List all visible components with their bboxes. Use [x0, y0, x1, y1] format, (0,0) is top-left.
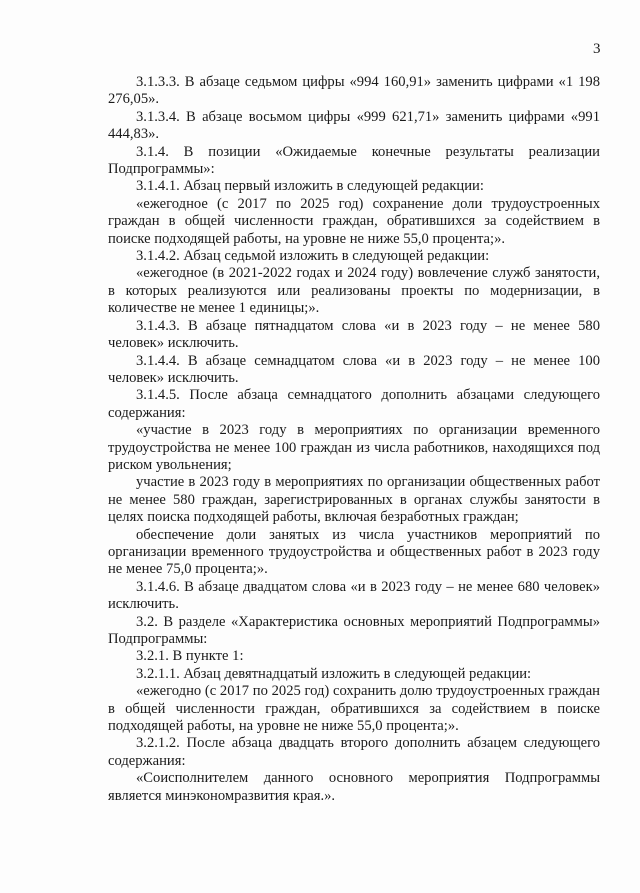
paragraph-3-2-1: 3.2.1. В пункте 1: — [136, 648, 244, 665]
paragraph-quote-keep-share: «ежегодно (с 2017 по 2025 год) сохранить долю трудоустроенных граждан в общей численности граждан, обратившихся за содействием в поиске подходящей работы, на уровне не ниже 55,0 процента;». — [108, 683, 600, 735]
paragraph-quote-coexecutor: «Соисполнителем данного основного мероприятия Подпрограммы является минэкономразвития края.». — [108, 770, 600, 804]
paragraph-3-1-4-2: 3.1.4.2. Абзац седьмой изложить в следующей редакции: — [136, 248, 490, 265]
paragraph-3-2: 3.2. В разделе «Характеристика основных мероприятий Подпрограммы» Подпрограммы: — [108, 613, 600, 647]
paragraph-public-works: участие в 2023 году в мероприятиях по организации общественных работ не менее 580 граждан, зарегистрированных в органах службы занятости в целях поиска подходящей работы, включая безработных граждан; — [108, 474, 600, 526]
paragraph-3-1-3-3: 3.1.3.3. В абзаце седьмом цифры «994 160,91» заменить цифрами «1 198 276,05». — [108, 74, 600, 108]
paragraph-3-2-1-2: 3.2.1.2. После абзаца двадцать второго дополнить абзацем следующего содержания: — [108, 735, 600, 769]
paragraph-3-1-3-4: 3.1.3.4. В абзаце восьмом цифры «999 621,71» заменить цифрами «991 444,83». — [108, 108, 600, 143]
paragraph-3-2-1-1: 3.2.1.1. Абзац девятнадцатый изложить в следующей редакции: — [136, 665, 532, 682]
page-number: 3 — [593, 41, 601, 57]
paragraph-quote-employment-services: «ежегодное (в 2021-2022 годах и 2024 году) вовлечение служб занятости, в которых реализуются или реализованы проекты по модернизации, в количестве не менее 1 единицы;». — [108, 265, 600, 317]
paragraph-quote-temporary-employment: «участие в 2023 году в мероприятиях по организации временного трудоустройства не менее 100 граждан из числа работников, находящихся под риском увольнения; — [108, 422, 600, 473]
paragraph-3-1-4-5: 3.1.4.5. После абзаца семнадцатого дополнить абзацами следующего содержания: — [108, 387, 600, 421]
paragraph-3-1-4-6: 3.1.4.6. В абзаце двадцатом слова «и в 2023 году – не менее 680 человек» исключить. — [108, 578, 600, 613]
paragraph-share-participants: обеспечение доли занятых из числа участников мероприятий по организации временного трудоустройства и общественных работ в 2023 году не менее 75,0 процента;». — [108, 526, 600, 578]
paragraph-3-1-4: 3.1.4. В позиции «Ожидаемые конечные результаты реализации Подпрограммы»: — [108, 143, 600, 178]
paragraph-3-1-4-4: 3.1.4.4. В абзаце семнадцатом слова «и в 2023 году – не менее 100 человек» исключить. — [108, 352, 600, 386]
document-body — [108, 74, 600, 805]
paragraph-quote-share-employed: «ежегодное (с 2017 по 2025 год) сохранение доли трудоустроенных граждан в общей численности граждан, обратившихся за содействием в поиске подходящей работы, на уровне не ниже 55,0 процента;». — [108, 195, 600, 247]
paragraph-3-1-4-1: 3.1.4.1. Абзац первый изложить в следующей редакции: — [136, 178, 484, 195]
paragraph-3-1-4-3: 3.1.4.3. В абзаце пятнадцатом слова «и в 2023 году – не менее 580 человек» исключить. — [108, 317, 600, 352]
